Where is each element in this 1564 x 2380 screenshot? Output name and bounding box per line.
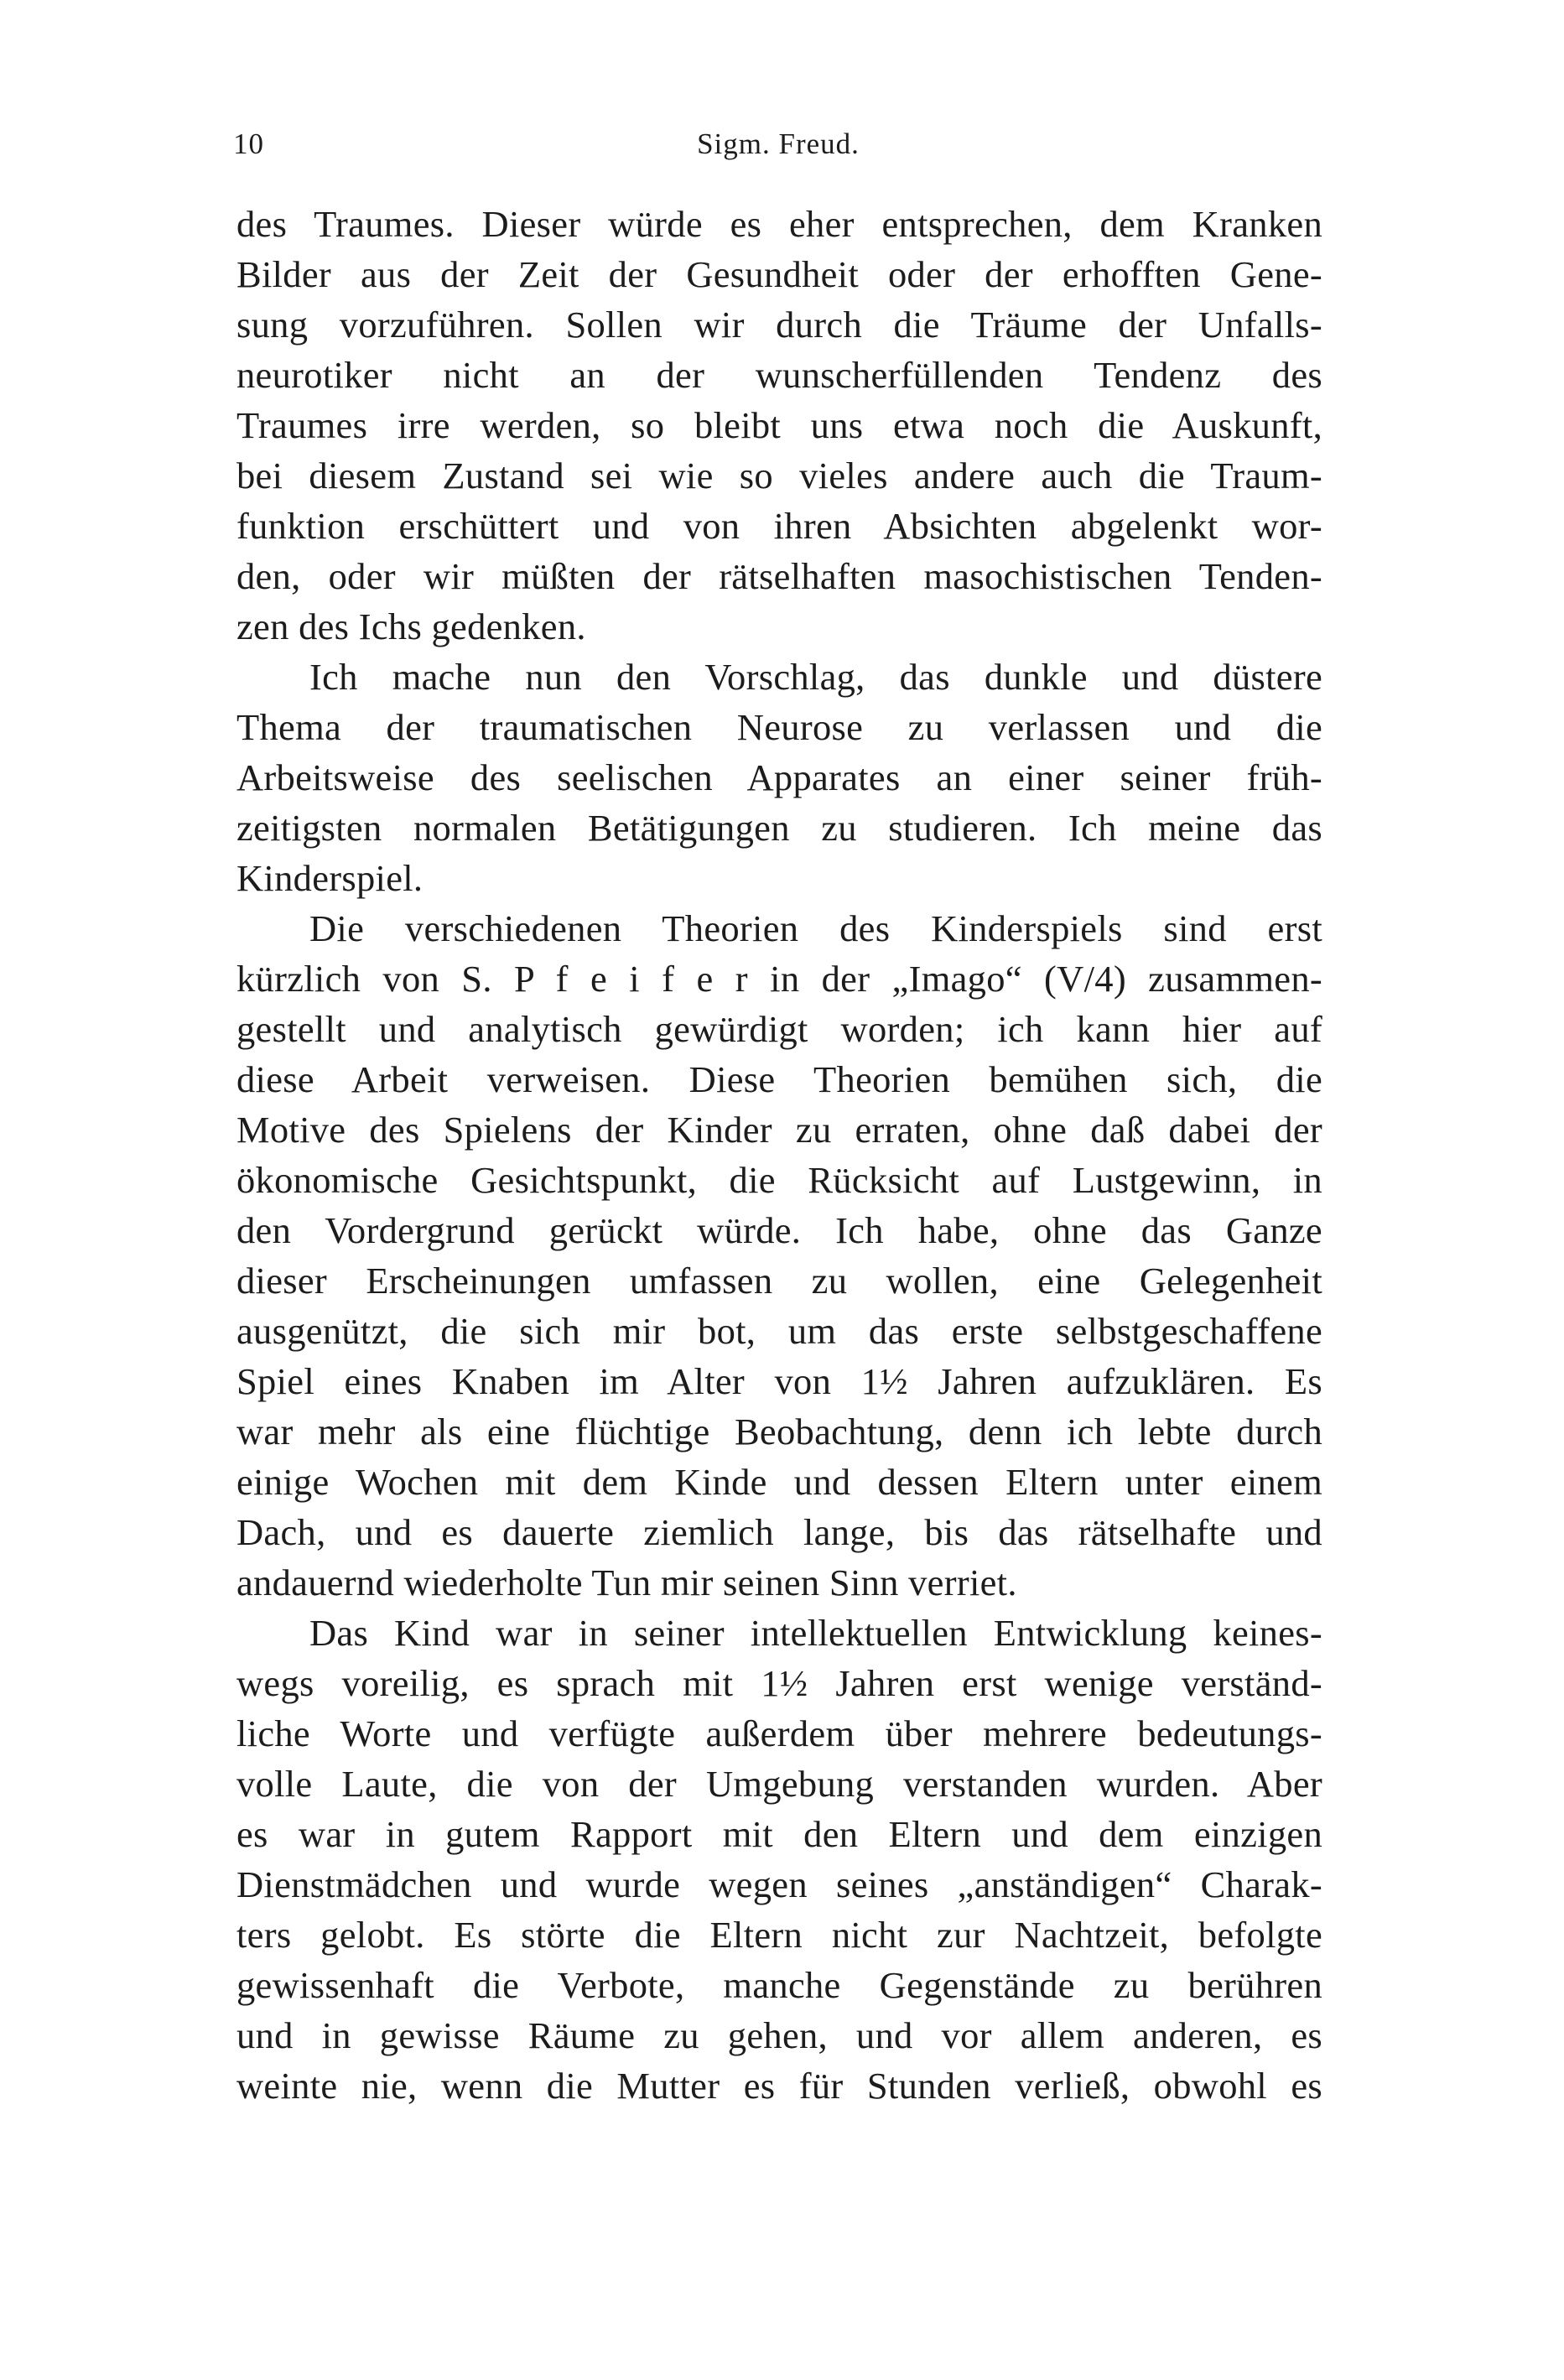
text-line: und in gewisse Räume zu gehen, und vor allem anderen, es (236, 2014, 1322, 2056)
text-line: es war in gutem Rapport mit den Eltern und dem einzigen (236, 1813, 1322, 1855)
text-line: Kinderspiel. (236, 857, 423, 899)
text-line: Thema der traumatischen Neurose zu verlassen und die (236, 706, 1322, 748)
text-line: Ich mache nun den Vorschlag, das dunkle und düstere (309, 656, 1322, 698)
text-line: Arbeitsweise des seelischen Apparates an einer seiner früh- (236, 756, 1322, 798)
text-line: sung vorzuführen. Sollen wir durch die Träume der Unfalls- (236, 304, 1322, 346)
text-line: ökonomische Gesichtspunkt, die Rücksicht auf Lustgewinn, in (236, 1159, 1322, 1201)
text-line: diese Arbeit verweisen. Diese Theorien bemühen sich, die (236, 1058, 1322, 1100)
text-line: andauernd wiederholte Tun mir seinen Sinn verriet. (236, 1562, 1017, 1603)
text-line: dieser Erscheinungen umfassen zu wollen, eine Gelegenheit (236, 1260, 1322, 1302)
text-line: neurotiker nicht an der wunscherfüllenden Tendenz des (236, 354, 1322, 396)
text-line: wegs voreilig, es sprach mit 1½ Jahren erst wenige verständ- (236, 1662, 1322, 1704)
text-line: funktion erschüttert und von ihren Absichten abgelenkt wor- (236, 505, 1322, 547)
text-line: volle Laute, die von der Umgebung verstanden wurden. Aber (236, 1763, 1322, 1805)
text-line: Motive des Spielens der Kinder zu erraten, ohne daß dabei der (236, 1109, 1322, 1151)
text-line: gestellt und analytisch gewürdigt worden; ich kann hier auf (236, 1008, 1322, 1050)
text-line: einige Wochen mit dem Kinde und dessen Eltern unter einem (236, 1461, 1322, 1503)
body-text (236, 199, 1322, 2111)
text-line: Dach, und es dauerte ziemlich lange, bis das rätselhafte und (236, 1511, 1322, 1553)
text-line: des Traumes. Dieser würde es eher entsprechen, dem Kranken (236, 203, 1322, 245)
text-line: weinte nie, wenn die Mutter es für Stunden verließ, obwohl es (236, 2065, 1322, 2107)
running-head: Sigm. Freud. (697, 127, 860, 160)
text-line: bei diesem Zustand sei wie so vieles andere auch die Traum- (236, 455, 1322, 496)
text-line: ters gelobt. Es störte die Eltern nicht zur Nachtzeit, befolgte (236, 1914, 1322, 1956)
text-line: gewissenhaft die Verbote, manche Gegenstände zu berühren (236, 1964, 1322, 2006)
text-line: den Vordergrund gerückt würde. Ich habe, ohne das Ganze (236, 1209, 1322, 1251)
text-line: Traumes irre werden, so bleibt uns etwa noch die Auskunft, (236, 404, 1322, 446)
text-line: liche Worte und verfügte außerdem über mehrere bedeutungs- (236, 1712, 1322, 1754)
page-header (233, 127, 1323, 169)
text-line: den, oder wir müßten der rätselhaften masochistischen Tenden- (236, 555, 1322, 597)
page-number: 10 (233, 127, 264, 160)
text-line: ausgenützt, die sich mir bot, um das erste selbstgeschaffene (236, 1310, 1322, 1352)
text-line: Bilder aus der Zeit der Gesundheit oder der erhofften Gene- (236, 253, 1322, 295)
text-line: Dienstmädchen und wurde wegen seines „anständigen“ Charak- (236, 1863, 1322, 1905)
text-line: zen des Ichs gedenken. (236, 605, 586, 647)
text-line: Spiel eines Knaben im Alter von 1½ Jahren aufzuklären. Es (236, 1360, 1322, 1402)
text-line: kürzlich von S. P f e i f e r in der „Imago“ (V/4) zusammen- (236, 958, 1322, 1000)
text-line: Die verschiedenen Theorien des Kinderspiels sind erst (309, 907, 1322, 949)
text-line: zeitigsten normalen Betätigungen zu studieren. Ich meine das (236, 807, 1322, 849)
text-line: Das Kind war in seiner intellektuellen Entwicklung keines- (309, 1612, 1322, 1654)
text-line: war mehr als eine flüchtige Beobachtung, denn ich lebte durch (236, 1411, 1322, 1452)
